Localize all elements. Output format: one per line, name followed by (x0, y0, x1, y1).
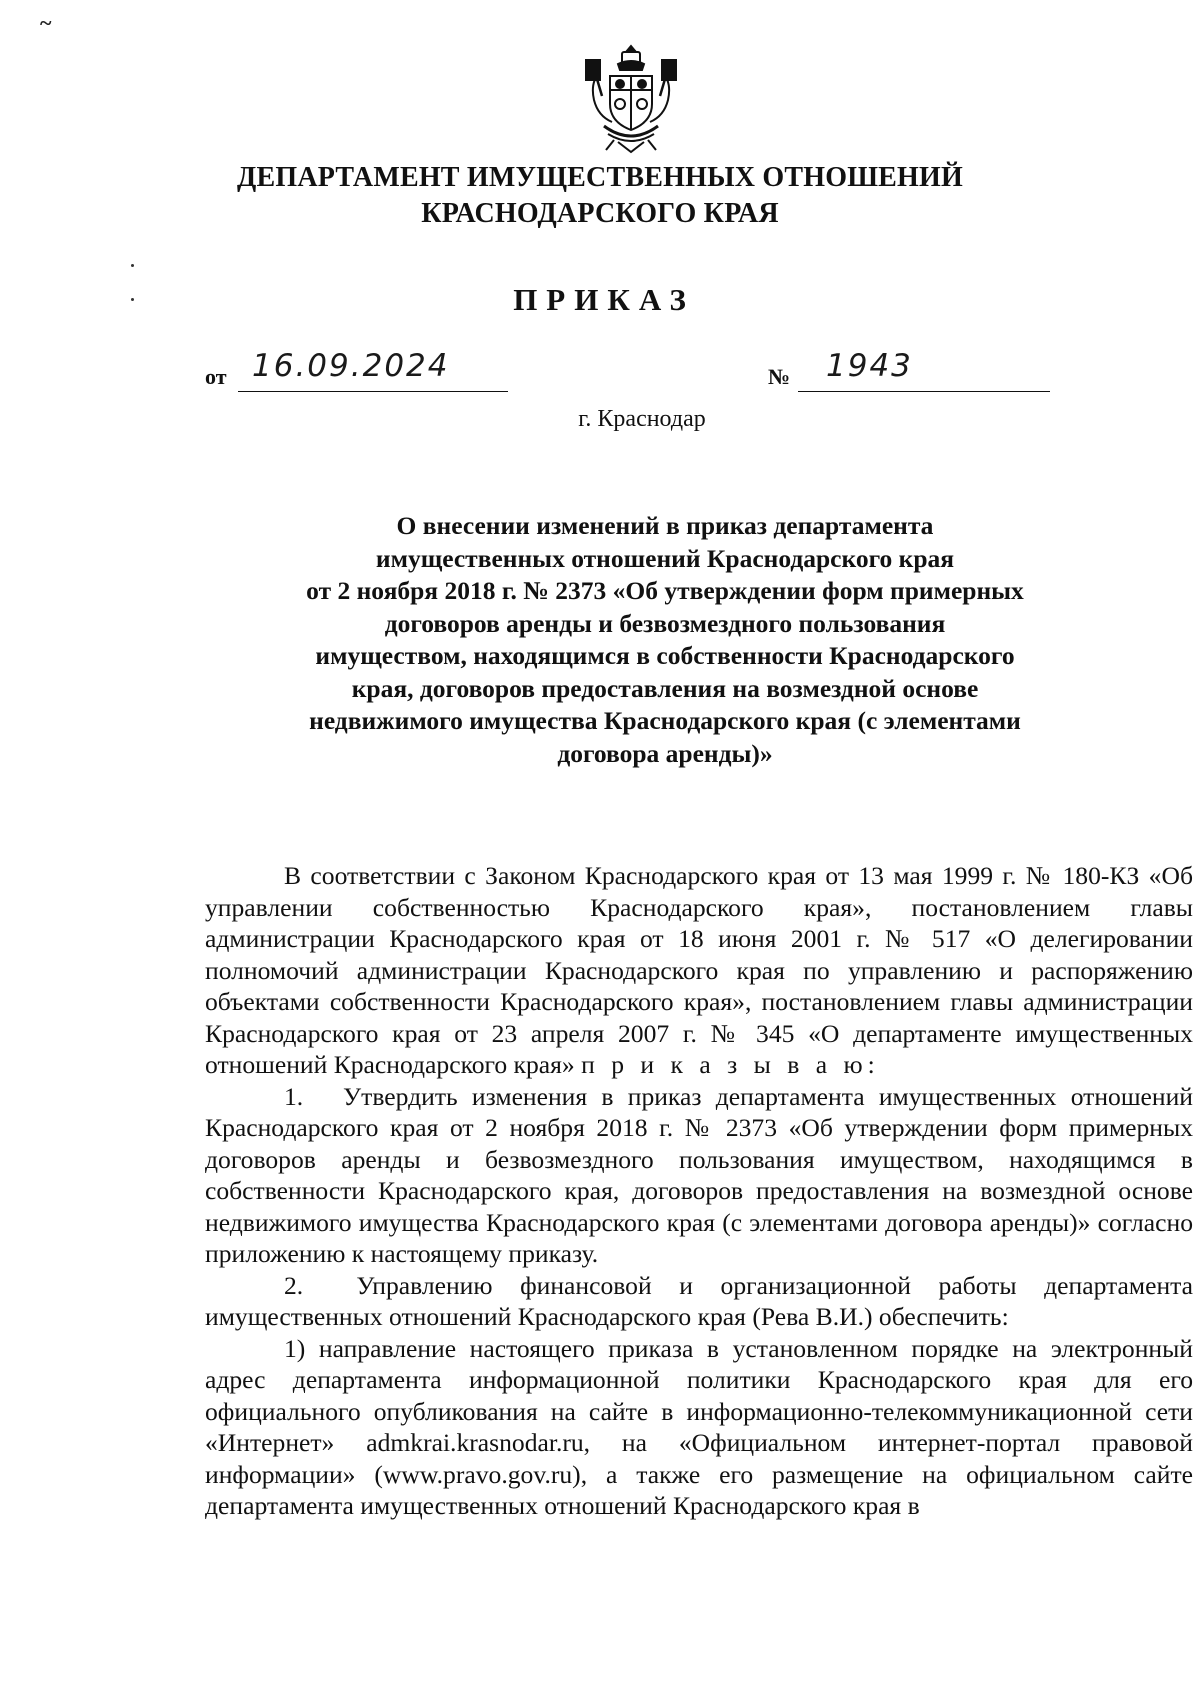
subject-line: договора аренды)» (557, 738, 773, 768)
preamble-paragraph (205, 860, 1193, 1081)
number-label: № (768, 364, 791, 389)
item-2-paragraph: 2. Управлению финансовой и организационной работы департамента имущественных отношений Краснодарского края (Рева В.И.) обеспечить: (205, 1270, 1193, 1331)
document-type-title: ПРИКАЗ (513, 282, 695, 317)
subject-line: О внесении изменений в приказ департамента (396, 511, 934, 540)
department-name-line2: КРАСНОДАРСКОГО КРАЯ (421, 198, 779, 229)
date-value-handwritten: 16.09.2024 (252, 348, 450, 384)
krasnodar-coat-of-arms-icon (578, 42, 684, 158)
subject-line: от 2 ноября 2018 г. № 2373 «Об утверждении форм примерных (306, 576, 1024, 605)
subject-line: договоров аренды и безвозмездного пользования (384, 608, 946, 638)
preamble-verb: п р и к а з ы в а ю: (581, 1050, 880, 1079)
date-label: от (205, 364, 227, 389)
subject-line: недвижимого имущества Краснодарского края (с элементами (309, 706, 1021, 735)
preamble-text: В соответствии с Законом Краснодарского края от 13 мая 1999 г. № 180-КЗ «Об управлении собственностью Краснодарского края», постановлением главы администрации Краснодарского края от 18 июня 2001 г. № 517 «О делегировании полномочий администрации Краснодарского края по управлению и распоряжению объектами собственности Краснодарского края», постановлением главы администрации Краснодарского края от 23 апреля 2007 г. № 345 «О департаменте имущественных отношений Краснодарского края» (205, 861, 1193, 1079)
item-1-paragraph: 1. Утвердить изменения в приказ департамента имущественных отношений Краснодарского края от 2 ноября 2018 г. № 2373 «Об утверждении форм примерных договоров аренды и безвозмездного пользования имуществом, находящимся в собственности Краснодарского края, договоров предоставления на возмездной основе недвижимого имущества Краснодарского края (с элементами договора аренды)» согласно приложению к настоящему приказу. (205, 1081, 1193, 1268)
order-subject-heading (230, 510, 1100, 770)
order-body (205, 860, 1193, 1522)
city-location: г. Краснодар (578, 406, 706, 432)
scan-dot (131, 264, 134, 267)
item-2-1-paragraph: 1) направление настоящего приказа в установленном порядке на электронный адрес департамента информационной политики Краснодарского края для его официального опубликования на сайте в информационно-телекоммуникационной сети «Интернет» admkrai.krasnodar.ru, на «Официальном интернет-портал правовой информации» (www.pravo.gov.ru), а также его размещение на официальном сайте департамента имущественных отношений Краснодарского края в (205, 1333, 1193, 1520)
corner-mark: ~ (40, 10, 52, 35)
department-name-line1: ДЕПАРТАМЕНТ ИМУЩЕСТВЕННЫХ ОТНОШЕНИЙ (237, 162, 963, 193)
number-underline (798, 391, 1050, 392)
subject-line: края, договоров предоставления на возмездной основе (351, 673, 979, 703)
subject-line: имущественных отношений Краснодарского края (375, 543, 955, 573)
subject-line: имуществом, находящимся в собственности Краснодарского (315, 641, 1015, 670)
date-underline (238, 391, 508, 392)
number-value-handwritten: 1943 (826, 348, 913, 384)
